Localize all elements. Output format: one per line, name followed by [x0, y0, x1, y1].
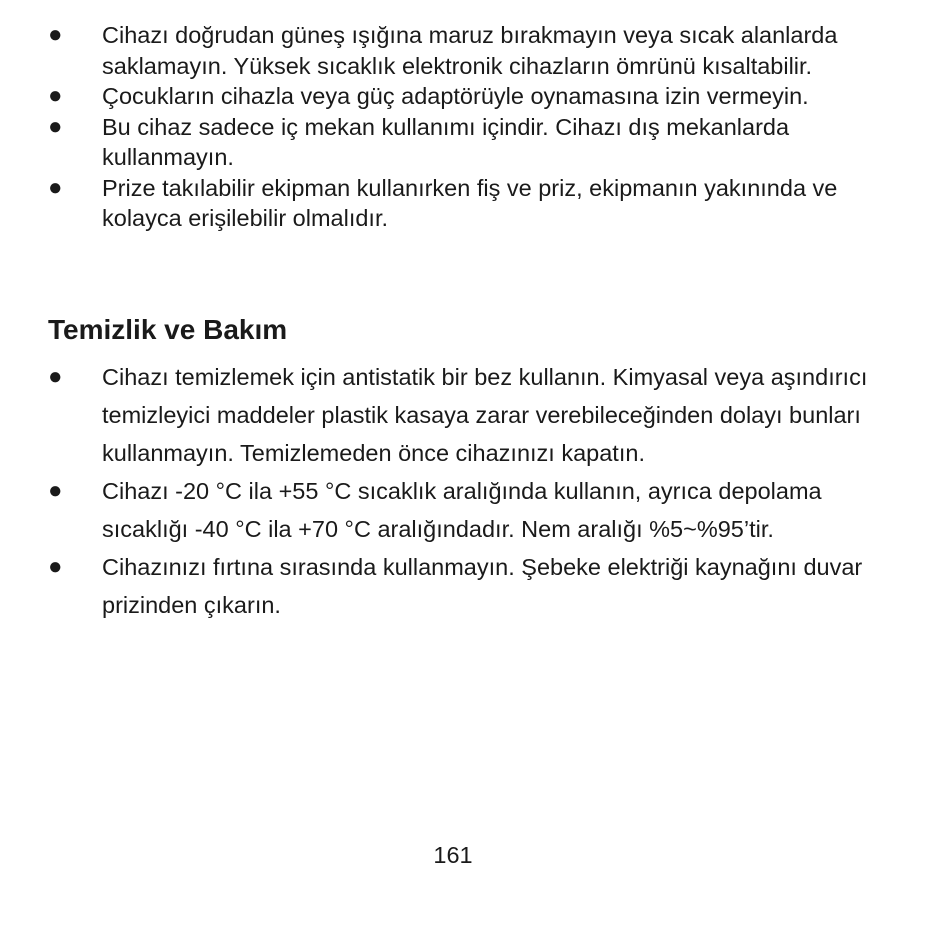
list-item — [48, 548, 878, 624]
list-item — [48, 358, 878, 472]
list-item-text: Cihazı -20 °C ila +55 °C sıcaklık aralığında kullanın, ayrıca depolama sıcaklığı -40 °C ila +70 °C aralığındadır. Nem aralığı %5~%95’tir. — [102, 478, 822, 542]
list-item-text: Bu cihaz sadece iç mekan kullanımı içindir. Cihazı dış mekanlarda kullanmayın. — [102, 113, 790, 170]
bullet-icon: ● — [48, 82, 63, 109]
list-item-text: Cihazı temizlemek için antistatik bir bez kullanın. Kimyasal veya aşındırıcı temizleyici maddeler plastik kasaya zarar verebileceğinden dolayı bunları kullanmayın. Temizlemeden önce cihazınızı kapatın. — [102, 364, 868, 466]
list-item — [48, 472, 878, 548]
bullet-icon: ● — [48, 553, 63, 580]
precautions-list — [48, 20, 878, 234]
bullet-icon: ● — [48, 477, 63, 504]
list-item — [48, 173, 878, 234]
list-item-text: Cihazınızı fırtına sırasında kullanmayın. Şebeke elektriği kaynağını duvar prizinden çıkarın. — [102, 554, 863, 618]
bullet-icon: ● — [48, 363, 63, 390]
list-item-text: Cihazı doğrudan güneş ışığına maruz bırakmayın veya sıcak alanlarda saklamayın. Yüksek sıcaklık elektronik cihazların ömrünü kısaltabilir. — [102, 22, 838, 79]
list-item-text: Çocukların cihazla veya güç adaptörüyle oynamasına izin vermeyin. — [102, 83, 809, 109]
list-item — [48, 112, 878, 173]
list-item — [48, 81, 878, 112]
maintenance-list — [48, 358, 878, 624]
bullet-icon: ● — [48, 21, 63, 48]
bullet-icon: ● — [48, 173, 63, 201]
page-number: 161 — [433, 842, 473, 868]
bullet-icon: ● — [48, 112, 63, 140]
list-item-text: Prize takılabilir ekipman kullanırken fiş ve priz, ekipmanın yakınında ve kolayca erişilebilir olmalıdır. — [102, 174, 838, 231]
section-title: Temizlik ve Bakım — [48, 314, 288, 345]
list-item — [48, 20, 878, 81]
